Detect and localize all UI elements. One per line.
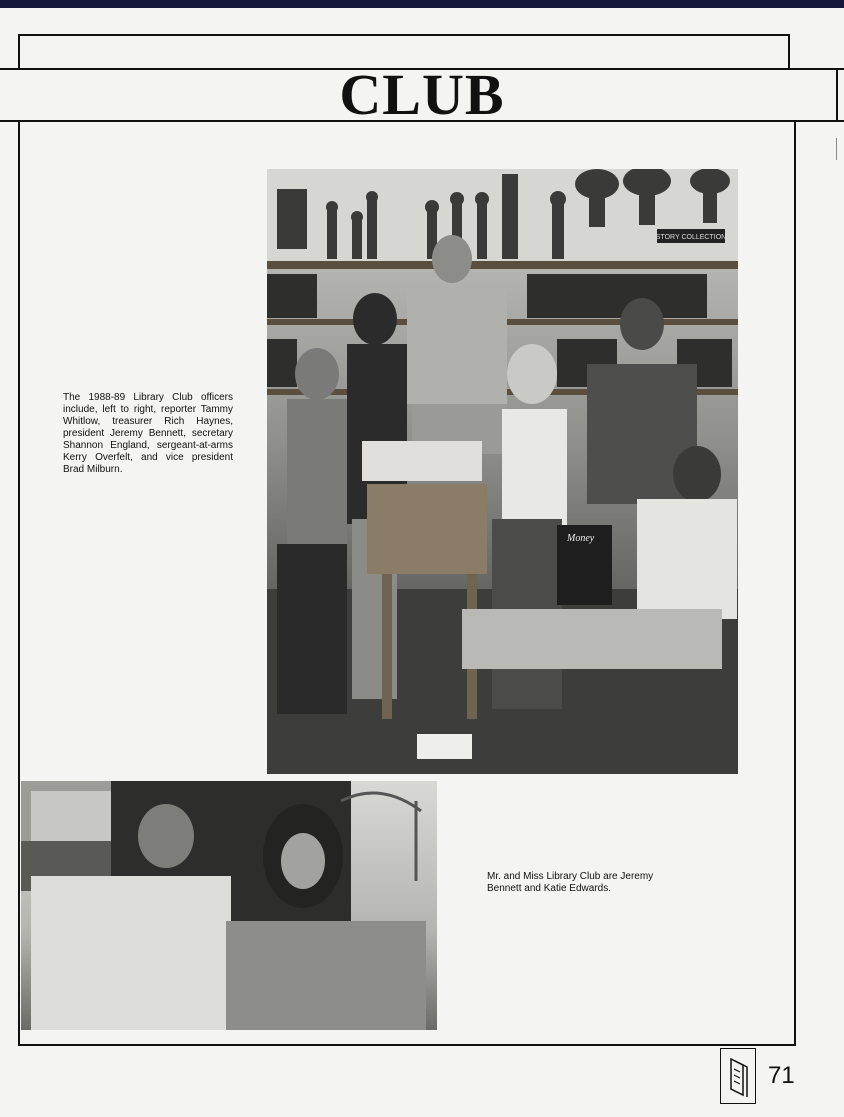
book-icon [721,1049,755,1103]
margin-mark [836,138,837,160]
officers-photo-illustration [267,169,738,774]
mr-miss-caption: Mr. and Miss Library Club are Jeremy Bennett and Katie Edwards. [487,871,654,894]
officers-caption: The 1988-89 Library Club officers include, left to right, reporter Tammy Whitlow, treasurer Rich Haynes, president Jeremy Bennett, secretary Shannon England, sergeant-at-arms Kerry Overfelt, and vice president Brad Milburn. [63,392,233,475]
story-collection-sign: STORY COLLECTION [655,234,727,241]
officers-photo [267,169,738,774]
mr-miss-photo-illustration [21,781,437,1030]
page-number: 71 [768,1062,795,1089]
mr-miss-photo [21,781,437,1030]
page-title: CLUB [339,62,505,127]
book-title: Money [567,533,595,544]
page-number-logo-box [720,1048,756,1104]
top-color-bar [0,0,844,8]
